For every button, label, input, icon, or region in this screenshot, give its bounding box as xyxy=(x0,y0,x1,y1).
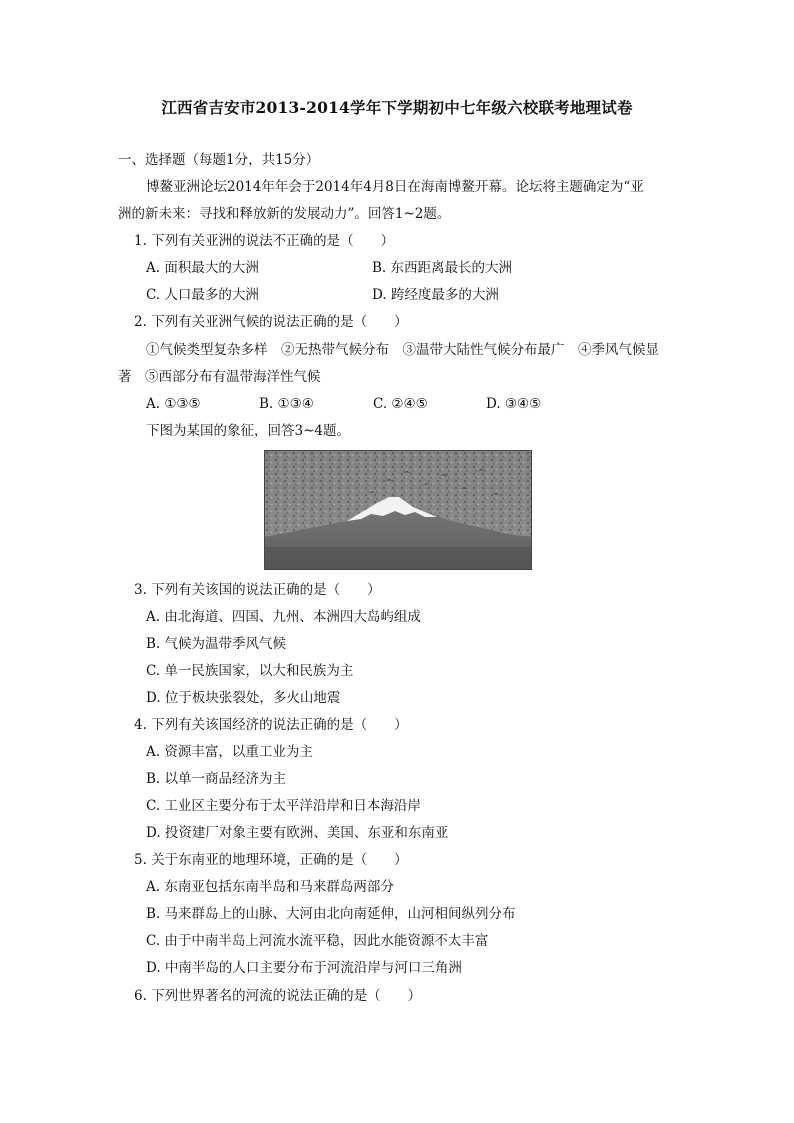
question-3-stem: 3. 下列有关该国的说法正确的是（ ） xyxy=(134,582,381,598)
question-5-option-c: C. 由于中南半岛上河流水流平稳，因此水能资源不太丰富 xyxy=(146,933,489,949)
question-3-option-c: C. 单一民族国家，以大和民族为主 xyxy=(146,663,354,679)
intro-text-line2: 洲的新未来：寻找和释放新的发展动力”。回答1~2题。 xyxy=(118,206,451,222)
question-1-option-d: D. 跨经度最多的大洲 xyxy=(372,287,499,303)
question-4-stem: 4. 下列有关该国经济的说法正确的是（ ） xyxy=(134,717,408,733)
section-heading: 一、选择题（每题1分，共15分） xyxy=(118,152,320,168)
figure-intro: 下图为某国的象征，回答3~4题。 xyxy=(146,423,350,439)
question-5-option-b: B. 马来群岛上的山脉、大河由北向南延伸，山河相间纵列分布 xyxy=(146,906,516,922)
question-5-option-d: D. 中南半岛的人口主要分布于河流沿岸与河口三角洲 xyxy=(146,960,462,976)
question-3-option-d: D. 位于板块张裂处，多火山地震 xyxy=(146,690,341,706)
question-4-option-d: D. 投资建厂对象主要有欧洲、美国、东亚和东南亚 xyxy=(146,825,449,841)
question-2-option-b: B. ①③④ xyxy=(259,396,314,412)
question-1-option-c: C. 人口最多的大洲 xyxy=(146,287,259,303)
question-1-stem: 1. 下列有关亚洲的说法不正确的是（ ） xyxy=(134,233,395,249)
question-2-statements-line1: ①气候类型复杂多样 ②无热带气候分布 ③温带大陆性气候分布最广 ④季风气候显 xyxy=(146,342,659,358)
question-5-stem: 5. 关于东南亚的地理环境，正确的是（ ） xyxy=(134,852,408,868)
page-title: 江西省吉安市2013-2014学年下学期初中七年级六校联考地理试卷 xyxy=(161,98,633,117)
question-2-option-a: A. ①③⑤ xyxy=(146,396,201,412)
question-2-stem: 2. 下列有关亚洲气候的说法正确的是（ ） xyxy=(134,314,408,330)
question-2-option-c: C. ②④⑤ xyxy=(373,396,428,412)
question-1-option-a: A. 面积最大的大洲 xyxy=(146,260,259,276)
question-3-option-b: B. 气候为温带季风气候 xyxy=(146,636,287,652)
question-4-option-c: C. 工业区主要分布于太平洋沿岸和日本海沿岸 xyxy=(146,798,421,814)
question-5-option-a: A. 东南亚包括东南半岛和马来群岛两部分 xyxy=(146,879,394,895)
question-4-option-a: A. 资源丰富，以重工业为主 xyxy=(146,744,313,760)
question-3-option-a: A. 由北海道、四国、九州、本洲四大岛屿组成 xyxy=(146,609,421,625)
question-2-option-d: D. ③④⑤ xyxy=(486,396,542,412)
question-2-statements-line2: 著 ⑤西部分布有温带海洋性气候 xyxy=(118,369,321,385)
intro-text-line1: 博鳌亚洲论坛2014年年会于2014年4月8日在海南博鳌开幕。论坛将主题确定为“亚 xyxy=(146,179,644,195)
question-1-option-b: B. 东西距离最长的大洲 xyxy=(372,260,513,276)
mountain-photo xyxy=(264,450,532,570)
question-6-stem: 6. 下列世界著名的河流的说法正确的是（ ） xyxy=(134,988,422,1004)
question-4-option-b: B. 以单一商品经济为主 xyxy=(146,771,287,787)
